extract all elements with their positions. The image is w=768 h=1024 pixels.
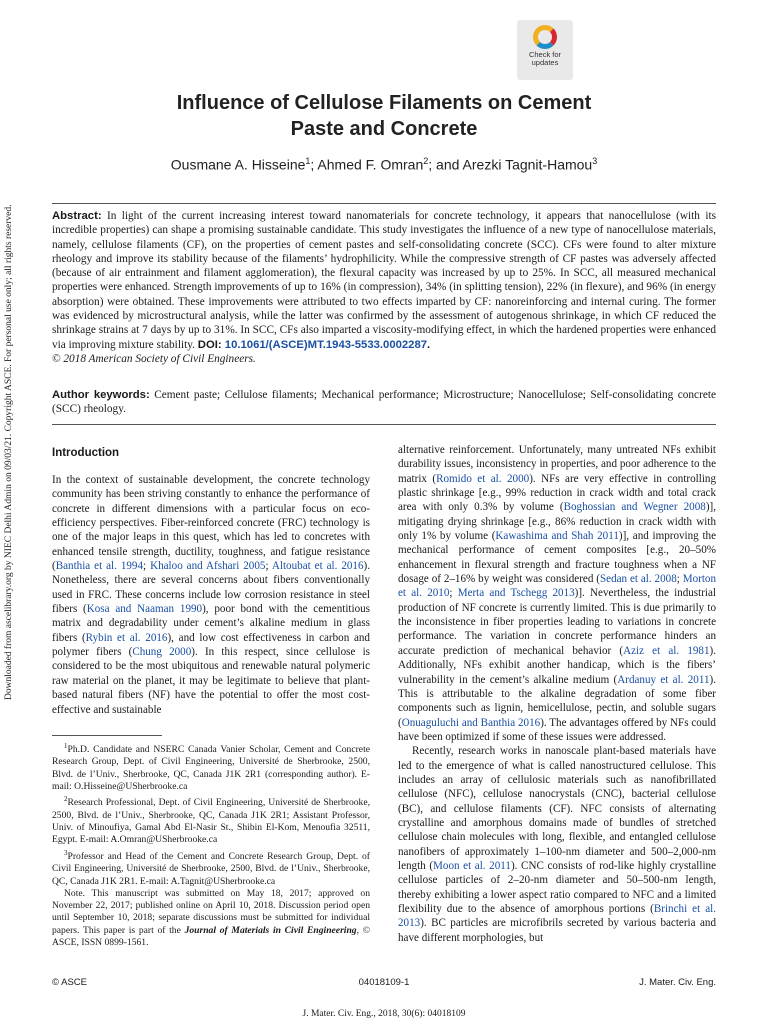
abstract-top-rule xyxy=(52,203,716,204)
author-list xyxy=(60,156,708,173)
badge-line1: Check for xyxy=(528,50,562,59)
author-affiliation-mark: 2 xyxy=(423,156,429,166)
text-run: ). BC particles are microfibrils secreted by various bacteria and have different morphologies, but xyxy=(398,917,716,944)
keywords-label: Author keywords: xyxy=(52,389,150,401)
citation-line: J. Mater. Civ. Eng., 2018, 30(6): 04018109 xyxy=(302,1009,466,1019)
citation-link[interactable]: Ardanuy et al. 2011 xyxy=(617,673,710,686)
footnote-2 xyxy=(52,793,370,846)
footnote-text: Professor and Head of the Cement and Concrete Research Group, Dept. of Civil Engineering, Université de Sherbrooke, 2500, Blvd. de l’Univ., Sherbrooke, QC, Canada J1K 2R1. E-mail: A.Tagnit@USherbrooke.ca xyxy=(52,850,370,887)
citation-link[interactable]: Rybin et al. 2016 xyxy=(85,631,168,644)
paper-title xyxy=(60,90,708,142)
citation-link[interactable]: Brinchi et al. 2013 xyxy=(398,903,716,930)
left-column-text xyxy=(52,473,370,717)
text-run: ). NFs are very effective in controlling plastic shrinkage [e.g., 99% reduction in crack width and total crack area with only 0.3% by volume ( xyxy=(398,472,716,514)
citation-link[interactable]: Merta and Tschegg 2013 xyxy=(457,587,575,600)
citation-link[interactable]: Banthia et al. 1994 xyxy=(55,560,144,573)
right-column-text xyxy=(398,443,716,945)
doi-end: . xyxy=(427,338,431,351)
citation-link[interactable]: Morton et al. 2010 xyxy=(398,573,717,600)
download-notice xyxy=(4,204,16,700)
citation-link[interactable]: Boghossian and Wegner 2008 xyxy=(563,501,706,514)
footnote-3 xyxy=(52,847,370,888)
text-run: In the context of sustainable development, the concrete technology community has been striving constantly to enhance the performance of concrete in different dimensions with a particular focus on eco-efficiency perspectives. Fiber-reinforced concrete (FRC) technology is one of the major leaps in this quest, which has led to concretes with enhanced tensile strength, ductility, toughness, and fatigue resistance ( xyxy=(52,474,370,573)
citation-link[interactable]: Romido et al. 2000 xyxy=(436,472,530,485)
badge-line2: updates xyxy=(531,58,559,67)
doi-link[interactable]: 10.1061/(ASCE)MT.1943-5533.0002287 xyxy=(224,338,428,351)
text-run: ; xyxy=(143,560,151,573)
check-for-updates-badge[interactable] xyxy=(517,20,573,80)
footnotes xyxy=(52,740,370,949)
citation-link[interactable]: Chung 2000 xyxy=(132,646,192,659)
abstract-label: Abstract: xyxy=(52,210,102,222)
text-run: )], and improving the mechanical performance of cement composites [e.g., 20–50% enhancement in flexural strength and fracture toughness when a NF dosage of 2–16% by weight was considered ( xyxy=(398,530,716,586)
abstract-text: In light of the current increasing interest toward nanomaterials for concrete technology, it appears that nanocellulose (with its incredible properties) can shape a promising sustainable candidate. This study investigates the influence of a new type of nanocellulose materials, namely, cellulose filaments (CF), on the properties of cement pastes and self-consolidating concrete (SCC). CFs were found to alter mixture rheology and improve its stability because of the filaments’ hydrophilicity. While the compressive strength of CF pastes was adversely affected (because of air entrainment and filament agglomeration), the flexural capacity was increased by up to 25%. In SCC, all measured mechanical properties were enhanced. Strength improvements of up to 16% (in compression), 34% (in splitting tension), 22% (in flexure), and 96% (in energy absorption) were obtained. These improvements were attributed to two effects imparted by CF: nanoreinforcing and internal curing. The former was evidenced by microstructural analysis, while the latter was confirmed by the assessment of autogenous shrinkage, in which CF reduced the shrinkage strains at 7 days by up to 31%. In SCC, CFs also imparted a viscosity-modifying effect, in which the hardened properties were enhanced via improving mixture stability. xyxy=(52,210,716,351)
citation-link[interactable]: Altoubat et al. 2016 xyxy=(271,560,364,573)
citation-link[interactable]: Kosa and Naaman 1990 xyxy=(86,603,203,616)
paragraph xyxy=(398,744,716,945)
text-run: ). This is attributable to the alkaline degradation of some fiber components such as lignin, hemicellulose, pectin, and soluble sugars ( xyxy=(398,673,716,729)
author-name: Ousmane A. Hisseine xyxy=(170,156,306,173)
citation-link[interactable]: Aziz et al. 1981 xyxy=(623,644,710,657)
text-run: ). In this respect, since cellulose is considered to be the most ubiquitous and renewable natural polymeric raw material on the planet, it may be legitimate to believe that plant-based natural fibers (NF) have the potential to offer the most cost-effective and sustainable xyxy=(52,646,370,716)
keywords-text: Cement paste; Cellulose filaments; Mechanical performance; Microstructure; Nanocellulose; Self-consolidating concrete (SCC) rheology. xyxy=(52,389,717,416)
footnote-rule xyxy=(52,735,162,736)
title-line-2: Paste and Concrete xyxy=(290,118,478,140)
text-run: ), poor bond with the cementitious matrix and degradability under cement’s alkaline medium in glass fibers ( xyxy=(52,603,370,644)
citation-link[interactable]: Sedan et al. 2008 xyxy=(599,573,677,586)
citation-link[interactable]: Khaloo and Afshari 2005 xyxy=(150,560,266,573)
abstract xyxy=(52,209,716,366)
text-run: )], mitigating drying shrinkage [e.g., 86% reduction in crack width with only 1% by volume ( xyxy=(398,501,716,543)
note-text: , © ASCE, ISSN 0899-1561. xyxy=(52,924,370,949)
text-run: ). Additionally, NFs exhibit another handicap, which is the fibers’ vulnerability in the cement’s alkaline medium ( xyxy=(398,644,716,686)
footer-publisher: © ASCE xyxy=(52,977,87,988)
text-run: ; xyxy=(449,587,458,600)
keywords-bottom-rule xyxy=(52,424,716,425)
author-affiliation-mark: 3 xyxy=(592,156,598,166)
footnote-mark: 2 xyxy=(64,795,68,804)
paragraph xyxy=(52,473,370,717)
doi xyxy=(198,339,430,351)
footnote-text: Research Professional, Dept. of Civil Engineering, Université de Sherbrooke, 2500, Blvd. de l’Univ., Sherbrooke, QC, Canada J1K 2R1; Assistant Professor, Univ. of Minoufiya, Gamal Abd El-Nasir St., Shibin El-Kom, Menoufia 32511, Egypt. E-mail: A.Omran@USherbrooke.ca xyxy=(52,797,370,846)
text-run: )]. Nevertheless, the industrial production of NF concrete is currently limited. This is due primarily to the inconsistence in fiber properties leading to variations in concrete performance. The variation in concrete performance hinders an accurate prediction of mechanical behavior ( xyxy=(398,587,716,657)
text-run: ; xyxy=(676,573,683,586)
author-name: Arezki Tagnit-Hamou xyxy=(462,156,593,173)
footnote-mark: 1 xyxy=(64,742,68,750)
text-run: Recently, research works in nanoscale plant-based materials have led to the emergence of what is called nanostructured cellulose. This includes an array of cellulosic materials such as nanofibrillated cellulose (NFC), cellulose nanocrystals (CNC), bacterial cellulose (BC), and cellulose filaments (CF). NFC consists of alternating crystalline and amorphous domains made of bundles of stretched cellulose chain molecules with long, flexible, and entangled cellulose nanofibers of approximately 1–100-nm diameter and 500–2,000-nm length ( xyxy=(398,745,716,872)
title-line-1: Influence of Cellulose Filaments on Cement xyxy=(176,92,592,114)
citation-link[interactable]: Kawashima and Shah 2011 xyxy=(495,530,619,543)
text-run: alternative reinforcement. Unfortunately, many untreated NFs exhibit durability issues, inconsistency in properties, and poor adherence to the matrix ( xyxy=(398,444,716,485)
citation-link[interactable]: Onuaguluchi and Banthia 2016 xyxy=(401,716,541,729)
note-text: Note. This manuscript was submitted on May 18, 2017; approved on November 22, 2017; published online on April 10, 2018. Discussion period open until September 10, 2018; separate discussions must be submitted for individual papers. This paper is part of the xyxy=(52,887,370,936)
citation-link[interactable]: Moon et al. 2011 xyxy=(433,859,511,872)
author-affiliation-mark: 1 xyxy=(305,156,311,166)
text-run: ), and low cost effectiveness in carbon and polymer fibers ( xyxy=(52,631,370,659)
text-run: ; xyxy=(265,560,272,573)
author-separator: ; xyxy=(310,156,318,173)
footer-page-id: 04018109-1 xyxy=(358,977,410,988)
download-notice-text: Downloaded from ascelibrary.org by NIEC Delhi Admin on 09/03/21. Copyright ASCE. For personal use only; all rights reserved. xyxy=(4,204,14,700)
footer-journal: J. Mater. Civ. Eng. xyxy=(639,977,716,988)
copyright-notice: © 2018 American Society of Civil Engineers. xyxy=(52,352,256,365)
manuscript-note xyxy=(52,888,370,949)
text-run: ). Nonetheless, there are several concerns about fibers conventionally used in FRC. These concerns include low corrosion resistance in steel fibers ( xyxy=(52,560,370,616)
author-separator: ; and xyxy=(428,156,463,173)
footnote-text: Ph.D. Candidate and NSERC Canada Vanier Scholar, Cement and Concrete Research Group, Dept. of Civil Engineering, Université de Sherbrooke, 2500, Blvd. de l’Univ., Sherbrooke, QC, Canada J1K 2R1 (corresponding author). E-mail: O.Hisseine@USherbrooke.ca xyxy=(52,744,370,793)
author-keywords xyxy=(52,388,716,417)
section-heading-introduction: Introduction xyxy=(52,447,120,459)
footnote-mark: 3 xyxy=(64,848,68,857)
author-name: Ahmed F. Omran xyxy=(317,156,424,173)
text-run: ). CNC consists of rod-like highly crystalline cellulose particles of 2–20-nm diameter and 50–500-nm length, thereby exhibiting a lower aspect ratio compared to NFC and a limited flexibility due to the absence of amorphous portions ( xyxy=(398,859,716,915)
text-run: ). The advantages offered by NFs could have been optimized if some of these issues were addressed. xyxy=(398,716,716,743)
doi-label: DOI: xyxy=(197,338,222,351)
footnote-1 xyxy=(52,740,370,793)
paragraph xyxy=(398,443,716,744)
journal-name: Journal of Materials in Civil Engineering xyxy=(184,924,357,936)
crossmark-icon xyxy=(533,25,557,49)
